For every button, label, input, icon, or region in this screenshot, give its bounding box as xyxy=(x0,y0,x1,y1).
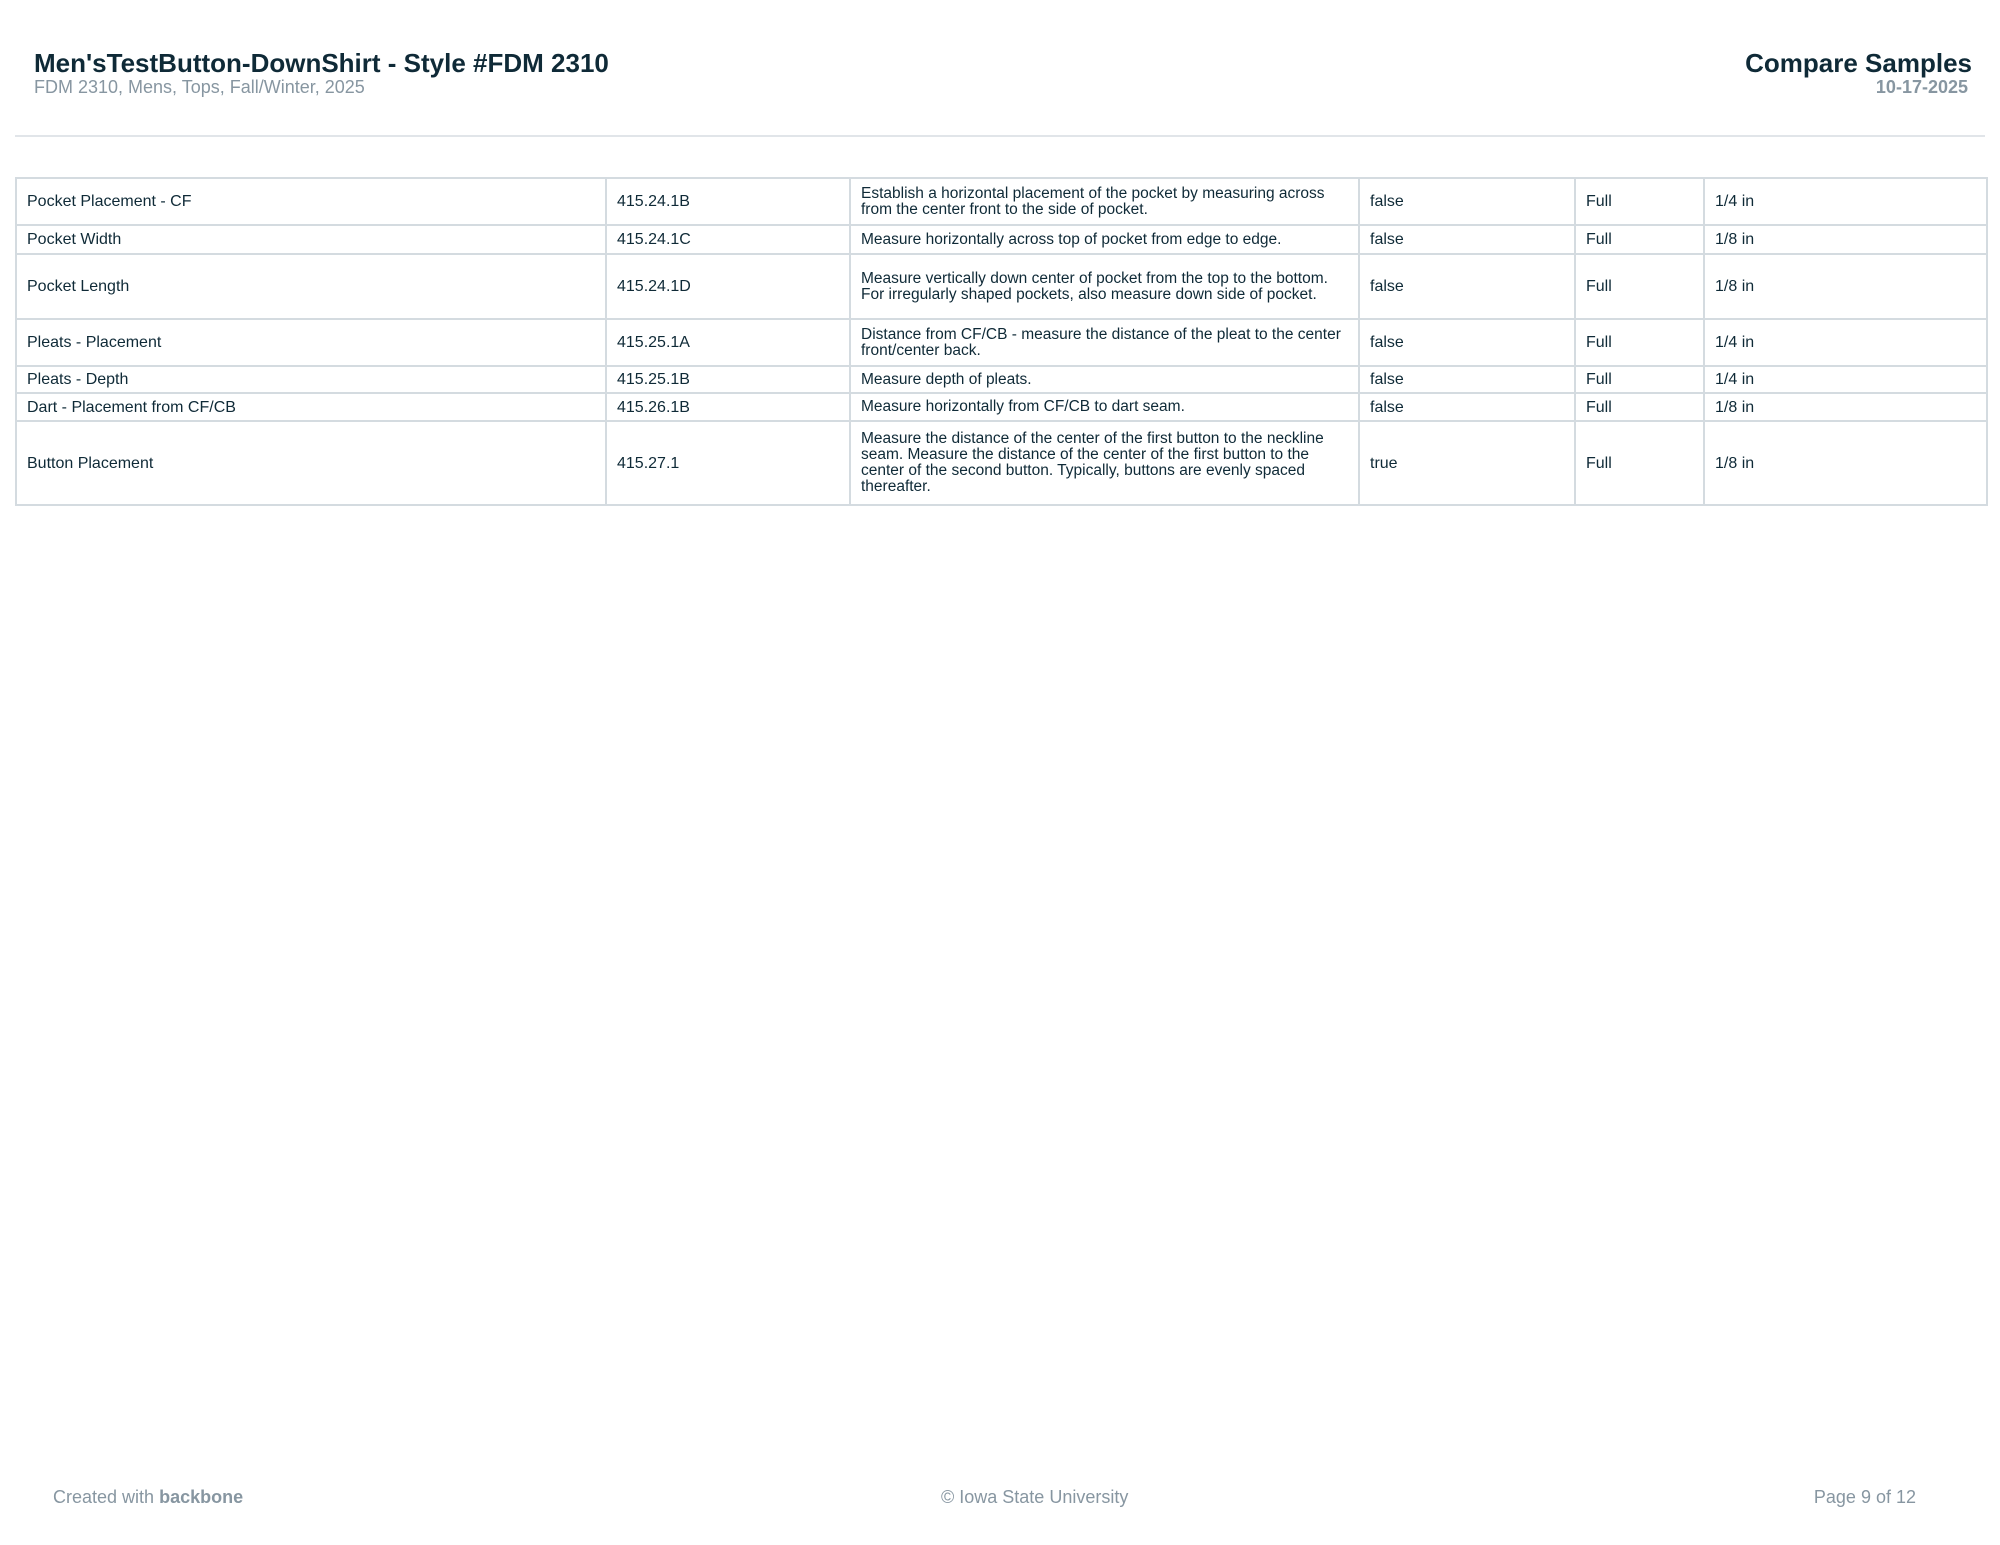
created-with xyxy=(53,1487,243,1508)
measurement-table xyxy=(15,177,1988,506)
brand-name: backbone xyxy=(159,1487,244,1507)
table-row xyxy=(16,366,1987,393)
table-row xyxy=(16,393,1987,421)
table-row xyxy=(16,254,1987,319)
measurement-description: Measure depth of pleats. xyxy=(850,366,1359,393)
page-number: Page 9 of 12 xyxy=(1813,1487,1916,1507)
sample-size: Full xyxy=(1575,393,1704,421)
tolerance-flag: true xyxy=(1359,421,1575,505)
measurement-description: Measure the distance of the center of the first button to the neckline seam. Measure the distance of the center of the first button to the center of the second button. Typically, buttons are evenly spaced thereafter. xyxy=(850,421,1359,505)
page-header xyxy=(0,0,2000,138)
measurement-name: Pleats - Placement xyxy=(16,319,606,366)
page-footer xyxy=(0,1487,2000,1511)
report-title: Compare Samples xyxy=(1745,48,1972,78)
measurement-description: Measure vertically down center of pocket from the top to the bottom. For irregularly shaped pockets, also measure down side of pocket. xyxy=(850,254,1359,319)
table-row xyxy=(16,421,1987,505)
increment-value: 1/8 in xyxy=(1704,254,1987,319)
measurement-code: 415.25.1A xyxy=(606,319,850,366)
header-divider xyxy=(15,135,1985,137)
measurement-name: Pocket Placement - CF xyxy=(16,178,606,225)
tolerance-flag: false xyxy=(1359,178,1575,225)
tolerance-flag: false xyxy=(1359,254,1575,319)
table-row xyxy=(16,225,1987,254)
increment-value: 1/8 in xyxy=(1704,225,1987,254)
measurement-code: 415.26.1B xyxy=(606,393,850,421)
measurement-code: 415.24.1D xyxy=(606,254,850,319)
measurement-code: 415.25.1B xyxy=(606,366,850,393)
measurement-name: Pocket Width xyxy=(16,225,606,254)
sample-size: Full xyxy=(1575,254,1704,319)
sample-size: Full xyxy=(1575,366,1704,393)
sample-size: Full xyxy=(1575,319,1704,366)
copyright: © Iowa State University xyxy=(941,1487,1129,1507)
tolerance-flag: false xyxy=(1359,393,1575,421)
measurement-name: Button Placement xyxy=(16,421,606,505)
measurement-name: Pocket Length xyxy=(16,254,606,319)
measurement-code: 415.24.1C xyxy=(606,225,850,254)
measurement-name: Dart - Placement from CF/CB xyxy=(16,393,606,421)
style-title: Men'sTestButton-DownShirt - Style #FDM 2310 xyxy=(34,48,609,78)
style-subtitle: FDM 2310, Mens, Tops, Fall/Winter, 2025 xyxy=(34,77,365,97)
created-with-label: Created with xyxy=(53,1487,155,1507)
increment-value: 1/4 in xyxy=(1704,319,1987,366)
report-date: 10-17-2025 xyxy=(1875,77,1968,97)
increment-value: 1/8 in xyxy=(1704,421,1987,505)
sample-size: Full xyxy=(1575,178,1704,225)
measurement-description: Distance from CF/CB - measure the distance of the pleat to the center front/center back. xyxy=(850,319,1359,366)
table-row xyxy=(16,178,1987,225)
sample-size: Full xyxy=(1575,225,1704,254)
tolerance-flag: false xyxy=(1359,366,1575,393)
measurement-description: Measure horizontally across top of pocket from edge to edge. xyxy=(850,225,1359,254)
measurement-code: 415.24.1B xyxy=(606,178,850,225)
style-info xyxy=(34,48,609,96)
increment-value: 1/8 in xyxy=(1704,393,1987,421)
tolerance-flag: false xyxy=(1359,319,1575,366)
measurement-description: Measure horizontally from CF/CB to dart seam. xyxy=(850,393,1359,421)
table-row xyxy=(16,319,1987,366)
report-info xyxy=(1745,48,1972,96)
sample-size: Full xyxy=(1575,421,1704,505)
increment-value: 1/4 in xyxy=(1704,178,1987,225)
increment-value: 1/4 in xyxy=(1704,366,1987,393)
measurement-description: Establish a horizontal placement of the pocket by measuring across from the center front to the side of pocket. xyxy=(850,178,1359,225)
measurement-name: Pleats - Depth xyxy=(16,366,606,393)
tolerance-flag: false xyxy=(1359,225,1575,254)
measurement-code: 415.27.1 xyxy=(606,421,850,505)
